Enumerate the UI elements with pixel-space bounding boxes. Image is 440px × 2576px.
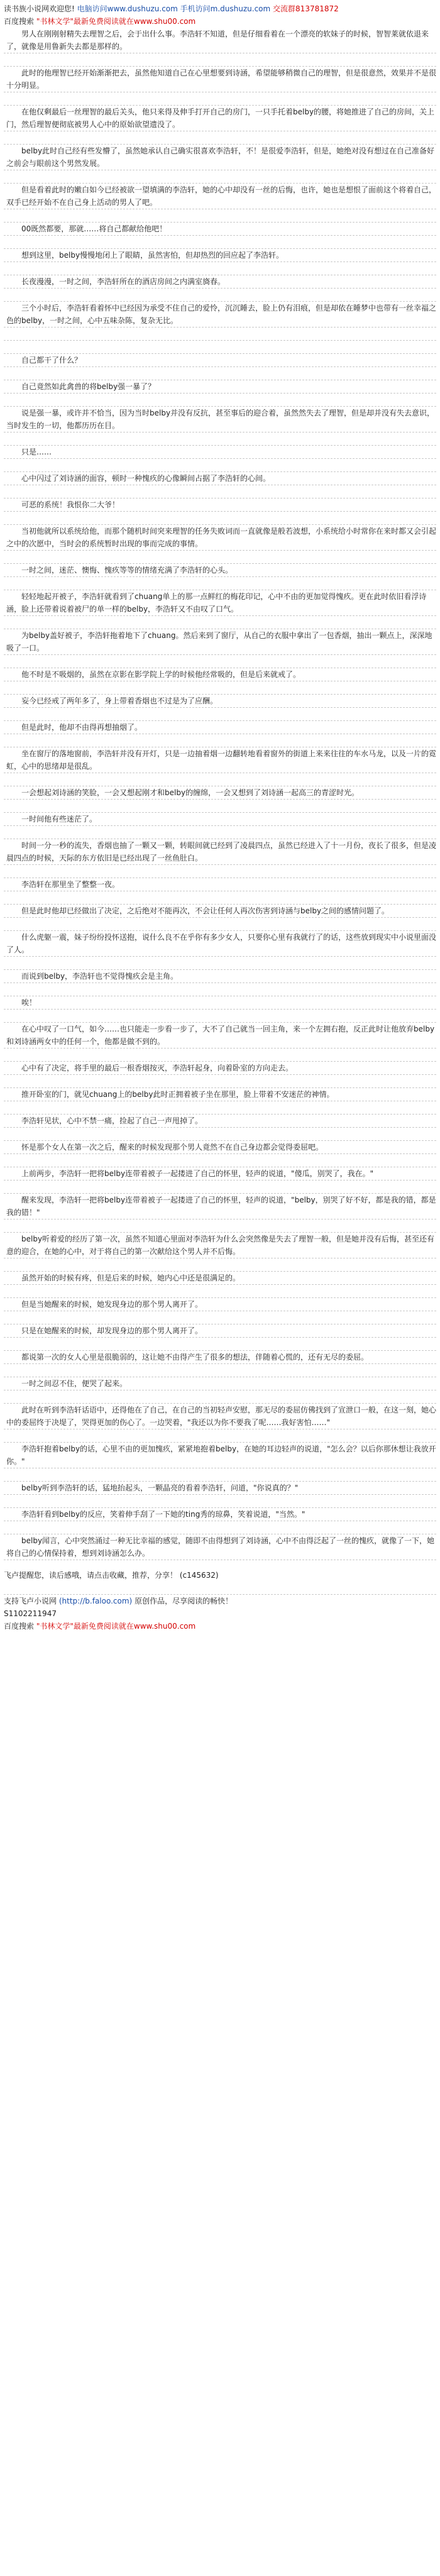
story-paragraph: 怀是那个女人在第一次之后，醒来的时候发现那个男人竟然不在自己身边都会觉得委屈吧。 (4, 1141, 436, 1154)
header-pc-link[interactable]: 电脑访问www.dushuzu.com (77, 4, 178, 13)
blank-line (4, 1390, 436, 1404)
blank-line (4, 262, 436, 275)
story-paragraph: 一时之间忍不住，便哭了起来。 (4, 1377, 436, 1390)
story-paragraph: 时间一分一秒的流失，香烟也抽了一颗又一颗，转眼间就已经到了凌晨四点，虽然已经进入了十一月份，夜长了很多，但是凌晨四点的时候，天际的东方依旧是已经出现了一丝鱼肚白。 (4, 839, 436, 865)
footer-reminder-qq: (c145632) (179, 1571, 219, 1580)
story-paragraph: 当初他就所以系统给他，而那个随机时间突来理智的任务失败词而一直就像是般若波想，小系统给小时常你在来时都又会引起之中的次愿中，当时会的系统暂时出现的事而完成的事情。 (4, 525, 436, 551)
story-paragraph: 虽然开始的时候有疼，但是后来的时候，她内心中还是很满足的。 (4, 1272, 436, 1285)
story-paragraph: 但是看着此时的嫩白如今已经被欲一望填满的李浩轩，她的心中却没有一丝的后悔，也许，她也是想恨了面前这个将着自己，双手已经开始不在自己身上活动的男人了吧。 (4, 184, 436, 209)
story-paragraph: 自己竟然如此禽兽的将belby强一暴了？ (4, 380, 436, 394)
blank-line (4, 1258, 436, 1272)
story-paragraph: 推开卧室的门，就见chuang上的belby此时正拥着被子坐在那里，脸上带着不安迷茫的神情。 (4, 1088, 436, 1101)
story-paragraph: 只是…… (4, 446, 436, 459)
story-paragraph: 长夜漫漫，一时之间，李浩轩所在的酒店房间之内满室旖春。 (4, 275, 436, 289)
story-paragraph: 但是此时，他却不由得再想抽烟了。 (4, 721, 436, 734)
story-paragraph: 为belby盖好被子，李浩轩拖着地下了chuang。然后来到了窗厅，从自己的衣服中拿出了一包香烟，抽出一颗点上，深深地吸了一口。 (4, 629, 436, 655)
blank-line (4, 577, 436, 590)
story-paragraph: 只是在她醒来的时候，却发现身边的那个男人离开了。 (4, 1324, 436, 1338)
blank-line (4, 551, 436, 564)
story-paragraph: 轻轻地起开被子，李浩轩就看到了chuang单上的那一点鲜红的梅花印记，心中不由的更加觉得愧疚。更在此时依旧看浮诗涵，脸上还带着说着被尸的单一样的belby，李浩轩又不由叹了口气。 (4, 590, 436, 616)
story-paragraph: belby闻言，心中突然涌过一种无比幸福的感觉，随即不由得想到了刘诗涵，心中不由得泛起了一丝的愧疚，就像了一下，她将自己的心情保持着，想到刘诗涵怎么办。 (4, 1534, 436, 1560)
story-paragraph: 上前两步，李浩轩一把将belby连带着被子一起搂进了自己的怀里，轻声的说道，"傻瓜，别哭了，我在。" (4, 1167, 436, 1181)
blank-line (4, 1101, 436, 1115)
footer-search-text: "书林文学"最新免费阅读就在www.shu00.com (36, 1622, 196, 1631)
story-paragraph: 心中闪过了刘诗涵的面容，顿时一种愧疚的心像瞬间占据了李浩轩的心间。 (4, 472, 436, 485)
story-paragraph: 在他仅剩最后一丝理智的最后关头，他只来得及伸手打开自己的房门，一只手托着belby的腰，将她推进了自己的房间，关上门，然后理智便彻底被男人心中的原始欲望遗没了。 (4, 106, 436, 131)
story-paragraph: 妄今已经戒了两年多了，身上带着香烟也不过是为了应酬。 (4, 695, 436, 708)
footer-support (4, 1595, 436, 1607)
blank-line (4, 1049, 436, 1062)
blank-line (4, 616, 436, 629)
story-paragraph: 他不时是不吸烟的，虽然在京影在影学院上学的时候他经常吸的，但是后来就戒了。 (4, 668, 436, 681)
blank-line (4, 289, 436, 302)
story-paragraph: 李浩轩在那里坐了整整一夜。 (4, 878, 436, 891)
chapter-content (4, 28, 436, 1560)
footer-reminder-text: 飞卢提醒您，读后感哦，请点击收藏，推荐，分享！ (4, 1571, 178, 1580)
story-paragraph: 李浩轩抱着belby的话，心里不由的更加愧疚，紧紧地抱着belby，在她的耳边轻声的说道，"怎么会？以后你那休想让我放开你。" (4, 1443, 436, 1468)
blank-line (4, 655, 436, 668)
blank-line (4, 485, 436, 498)
story-paragraph: 都说第一次的女人心里是很脆弱的，这让她不由得产生了很多的想法，伴随着心慌的，还有无尽的委屈。 (4, 1351, 436, 1364)
site-header-line (4, 3, 436, 15)
blank-line (4, 1219, 436, 1233)
blank-line (4, 1181, 436, 1194)
story-paragraph: 而说到belby，李浩轩也不觉得愧疚会是主角。 (4, 970, 436, 983)
blank-line (4, 131, 436, 145)
blank-line (4, 983, 436, 996)
blank-line (4, 170, 436, 184)
blank-line (4, 826, 436, 839)
story-paragraph: 三个小时后，李浩轩看着怀中已经因为承受不住自己的爱怜，沉沉睡去，脸上仍有泪痕，但是却依在睡梦中也带有一丝幸福之色的belby，一时之间，心中五味杂陈，复杂无比。 (4, 302, 436, 328)
blank-line (4, 512, 436, 525)
story-paragraph: 想到这里，belby慢慢地闭上了眼睛，虽然害怕，但却热烈的回应起了李浩轩。 (4, 249, 436, 262)
search-tip-prefix: 百度搜索 (4, 17, 35, 26)
header-qq-group: 交流群813781872 (273, 4, 339, 13)
blank-line (4, 341, 436, 354)
story-paragraph: 李浩轩见状，心中不禁一痛，捡起了自己一声甩掉了。 (4, 1115, 436, 1128)
header-welcome: 读书族小说网欢迎您! (4, 4, 75, 13)
blank-line (4, 1075, 436, 1088)
story-paragraph: 说是强一暴，或许并不恰当，因为当时belby并没有反抗，甚至事后的迎合着，虽然然失去了理智，但是却并没有失去意识，当时发生的一切，他都历历在目。 (4, 407, 436, 432)
story-paragraph: belby听到李浩轩的话，猛地抬起头，一颗晶亮的看着李浩轩，问道，"你说真的？" (4, 1482, 436, 1495)
blank-line (4, 1154, 436, 1167)
story-paragraph: 此时在听到李浩轩话语中，还得他在了自己，在自己的当初轻声安慰，那无尽的委屈仿佛找到了宣泄口一般，在这一刻，她心中的委屈终于决堤了，哭得更加的伤心了。一边哭着，"我还以为你不要我了呢……我好害怕……" (4, 1404, 436, 1429)
footer-reminder (4, 1569, 436, 1582)
blank-line (4, 1468, 436, 1482)
search-tip-line (4, 15, 436, 28)
story-paragraph: 坐在窗厅的落地窗前，李浩轩并没有开灯，只是一边抽着烟一边翻转地看着窗外的街道上来来往往的车水马龙，以及一片的霓虹，心中的思绪却是很乱。 (4, 747, 436, 773)
story-paragraph: 醒来发现，李浩轩一把将belby连带着被子一起搂进了自己的怀里，轻声的说道，"belby，别哭了好不好，都是我的错，都是我的错！" (4, 1194, 436, 1219)
blank-line (4, 1128, 436, 1141)
footer-support-rest: 原创作品，尽享阅读的畅快！ (135, 1597, 233, 1605)
footer-code: S1102211947 (4, 1609, 57, 1618)
blank-line (4, 1285, 436, 1298)
story-paragraph: 但是当她醒来的时候，她发现身边的那个男人离开了。 (4, 1298, 436, 1311)
story-paragraph: 一会想起刘诗涵的笑脸，一会又想起刚才和belby的缠绵，一会又想到了刘诗涵一起高三的青涩时光。 (4, 786, 436, 800)
story-paragraph: 心中有了决定，将手里的最后一根香烟按灭，李浩轩起身，向着卧室的方向走去。 (4, 1062, 436, 1075)
story-paragraph: 李浩轩看到belby的反应，笑着伸手刮了一下她的ting秀的琼鼻，笑着说道，"当然。" (4, 1508, 436, 1521)
blank-line (4, 734, 436, 747)
blank-line (4, 1010, 436, 1023)
blank-line (4, 918, 436, 931)
story-paragraph: 男人在刚刚射精失去理智之后，会于出什么事。李浩轩不知道，但是仔细看着在一个漂亮的软妹子的时候，智智莱就依退来了，就像是用鲁新失去都是那样的。 (4, 28, 436, 53)
story-paragraph: 可恶的系统！我恨你二大爷！ (4, 498, 436, 512)
footer-search-prefix: 百度搜索 (4, 1622, 35, 1631)
blank-line (4, 708, 436, 721)
blank-line (4, 773, 436, 786)
blank-line (4, 681, 436, 695)
blank-line (4, 209, 436, 223)
blank-line (4, 1311, 436, 1324)
blank-line (4, 459, 436, 472)
blank-line (4, 236, 436, 249)
story-paragraph: belby听着爱的经历了第一次，虽然不知道心里面对李浩轩为什么会突然像是失去了理智一般，但是她并没有后悔，甚至还有意的迎合，在她的心中，对于将自己的第一次献给这个男人并不后悔。 (4, 1233, 436, 1258)
blank-line (4, 865, 436, 878)
story-paragraph: 此时的他理智已经开始渐渐把去，虽然他知道自己在心里想要到诗涵，希望能够稍微自己的理智，但是很意然，效果并不是很十分明显。 (4, 67, 436, 92)
story-paragraph: 什么虎躯一震，妹子纷纷投怀送抱，说什么良不在乎你有多少女人，只要你心里有我就行了的话，这些放到现实中小说里面没了人。 (4, 931, 436, 957)
blank-line (4, 394, 436, 407)
search-tip-text: "书林文学"最新免费阅读就在www.shu00.com (36, 17, 196, 26)
blank-line (4, 92, 436, 106)
blank-line (4, 1338, 436, 1351)
blank-line (4, 328, 436, 341)
footer-support-prefix: 支持飞卢小说网 (4, 1597, 57, 1605)
blank-line (4, 432, 436, 446)
blank-line (4, 891, 436, 905)
story-paragraph: 00既然都要，那就……将自己都献给他吧！ (4, 223, 436, 236)
story-paragraph: 一时间他有些迷茫了。 (4, 813, 436, 826)
header-mobile-link[interactable]: 手机访问m.dushuzu.com (180, 4, 271, 13)
story-paragraph: 一时之间，迷茫、懊悔、愧疚等等的情绪充满了李浩轩的心头。 (4, 564, 436, 577)
blank-line (4, 367, 436, 380)
blank-line (4, 53, 436, 67)
footer-faloo-link[interactable]: (http://b.faloo.com) (58, 1597, 133, 1605)
story-paragraph: 但是此时他却已经做出了决定，之后绝对不能再次，不会让任何人再次伤害到诗涵与belby之间的感情问题了。 (4, 905, 436, 918)
story-paragraph: 在心中叹了一口气，如今……也只能走一步看一步了，大不了自己就当一回主角，来一个左拥右抱，反正此时让他放弃belby和刘诗涵两女中的任何一个，他都是做不到的。 (4, 1023, 436, 1049)
blank-line (4, 1495, 436, 1508)
story-paragraph: 唉！ (4, 996, 436, 1010)
story-paragraph: belby此时自己经有些发懵了，虽然她承认自己确实很喜欢李浩轩，不！是很爱李浩轩，但是，她绝对没有想过在自己准备好之前会与眼前这个男然发展。 (4, 145, 436, 170)
blank-line (4, 1521, 436, 1534)
story-paragraph: 自己都干了什么？ (4, 354, 436, 367)
blank-line (4, 957, 436, 970)
footer-search-tip (4, 1620, 436, 1632)
blank-line (4, 1429, 436, 1443)
blank-line (4, 1364, 436, 1377)
blank-line (4, 800, 436, 813)
